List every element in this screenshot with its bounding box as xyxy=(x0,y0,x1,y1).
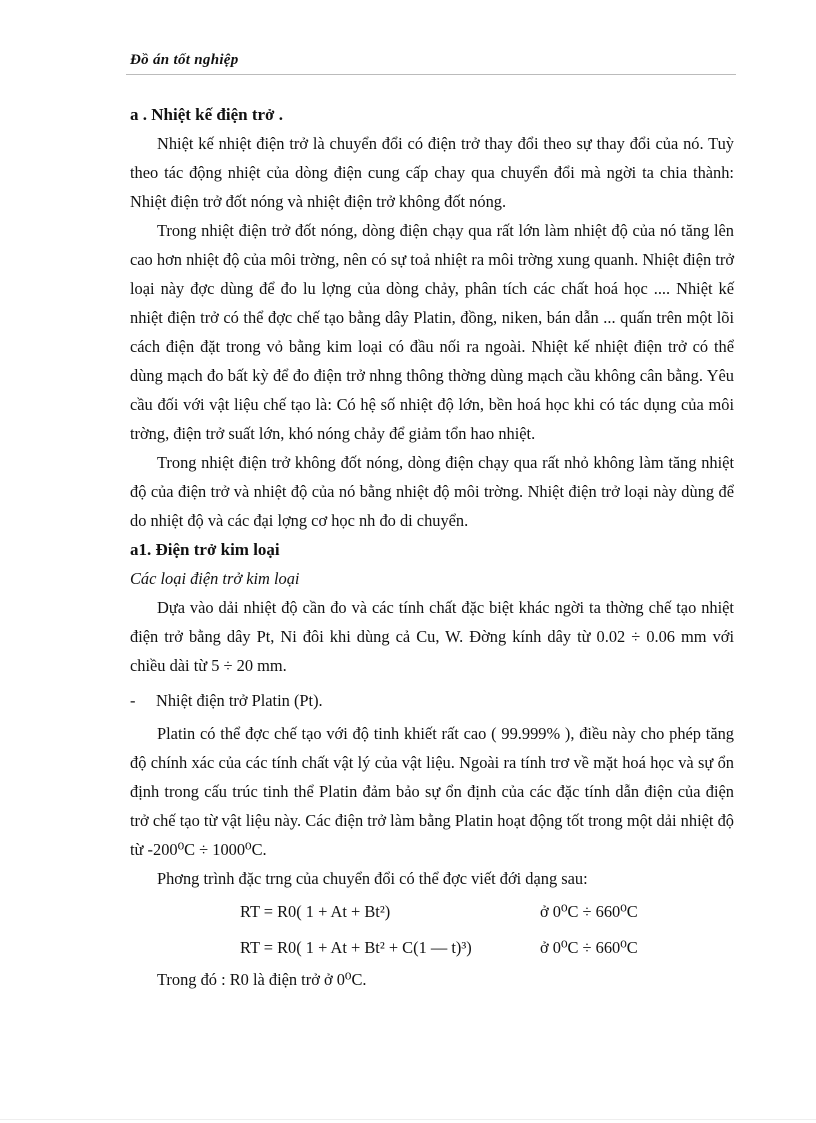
formula-1 xyxy=(130,893,734,929)
subheading-metal-resistors: Các loại điện trở kim loại xyxy=(130,569,300,588)
formula-1-expression: RT = R0( 1 + At + Bt²) xyxy=(240,902,391,921)
section-heading-a: a . Nhiệt kế điện trở . xyxy=(130,105,283,124)
bottom-edge xyxy=(0,1119,816,1120)
paragraph-5: Platin có thể đợc chế tạo với độ tinh khiết rất cao ( 99.999% ), điều này cho phép tăng độ chính xác của các tính chất vật lý của vật liệu. Ngoài ra tính trơ về mặt hoá học và sự ổn định trong cấu trúc tinh thể Platin đảm bảo sự ổn định của các đặc tính dẫn điện của điện trở chế tạo từ vật liệu này. Các điện trở làm bằng Platin hoạt động tốt trong một dải nhiệt độ từ -200⁰C ÷ 1000⁰C. xyxy=(130,724,734,859)
bullet-mark: - xyxy=(130,691,136,710)
paragraph-4: Dựa vào dải nhiệt độ cần đo và các tính chất đặc biệt khác ngời ta thờng chế tạo nhiệt điện trở bằng dây Pt, Ni đôi khi dùng cả Cu, W. Đờng kính dây từ 0.02 ÷ 0.06 mm với chiều dài từ 5 ÷ 20 mm. xyxy=(130,598,734,675)
page-header: Đồ án tốt nghiệp xyxy=(130,52,239,68)
paragraph-1: Nhiệt kế nhiệt điện trở là chuyển đổi có điện trở thay đổi theo sự thay đổi của nó. Tuỳ theo tác động nhiệt của dòng điện cung cấp chay qua chuyển đổi mà ngời ta chia thành: Nhiệt điện trở đốt nóng và nhiệt điện trở không đốt nóng. xyxy=(130,134,734,211)
document-body xyxy=(130,100,734,994)
bullet-text: Nhiệt điện trở Platin (Pt). xyxy=(156,691,323,710)
paragraph-6: Phơng trình đặc trng của chuyển đổi có thể đợc viết đới dạng sau: xyxy=(157,869,588,888)
formula-1-range: ở 0⁰C ÷ 660⁰C xyxy=(540,902,638,921)
paragraph-2: Trong nhiệt điện trở đốt nóng, dòng điện chạy qua rất lớn làm nhiệt độ của nó tăng lên cao hơn nhiệt độ của môi trờng, nên có sự toả nhiệt ra môi trờng xung quanh. Nhiệt điện trở loại này đợc dùng để đo lu lợng của dòng chảy, phân tích các chất hoá học .... Nhiệt kế nhiệt điện trở có thể đợc chế tạo bằng dây Platin, đồng, niken, bán dẫn ... quấn trên một lõi cách điện đặt trong vỏ bằng kim loại có đầu nối ra ngoài. Nhiệt kế nhiệt điện trở có thể dùng mạch đo bất kỳ để đo điện trở nhng thông thờng dùng mạch cầu không cân bằng. Yêu cầu đối với vật liệu chế tạo là: Có hệ số nhiệt độ lớn, bền hoá học khi có tác dụng của môi trờng, điện trở suất lớn, khó nóng chảy để giảm tổn hao nhiệt. xyxy=(130,221,734,443)
paragraph-7: Trong đó : R0 là điện trở ở 0⁰C. xyxy=(157,970,367,989)
formula-2-range: ở 0⁰C ÷ 660⁰C xyxy=(540,938,638,957)
header-divider xyxy=(126,74,736,75)
section-heading-a1: a1. Điện trở kim loại xyxy=(130,540,280,559)
formula-2-expression: RT = R0( 1 + At + Bt² + C(1 — t)³) xyxy=(240,938,472,957)
formula-2 xyxy=(130,929,734,965)
bullet-item xyxy=(130,686,734,715)
paragraph-3: Trong nhiệt điện trở không đốt nóng, dòng điện chạy qua rất nhỏ không làm tăng nhiệt độ của điện trở và nhiệt độ của nó bằng nhiệt độ môi trờng. Nhiệt điện trở loại này dùng để do nhiệt độ và các đại lợng cơ học nh đo di chuyển. xyxy=(130,453,734,530)
